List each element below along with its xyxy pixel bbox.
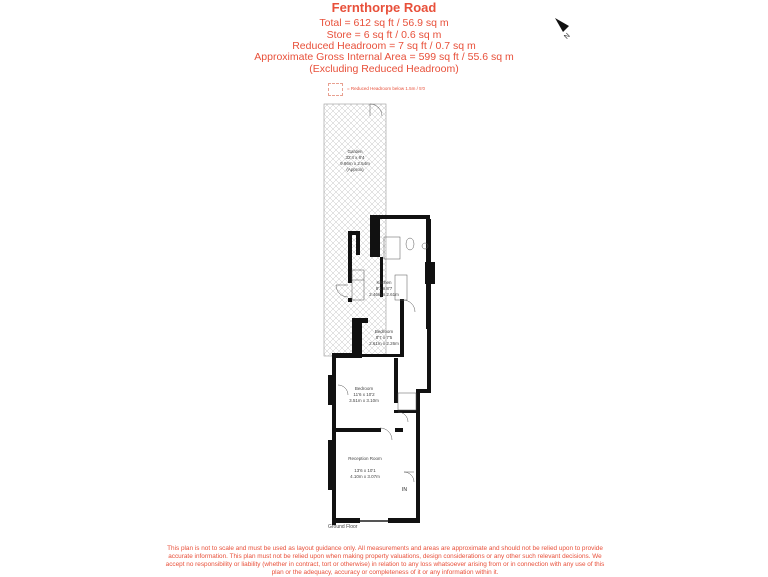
bedroom-small-imperial: 8'7 x 7'5: [375, 335, 393, 340]
reduced-headroom-legend-text: = Reduced Headroom below 1.5m / 5'0: [347, 86, 426, 91]
total-area: Total = 612 sq ft / 56.9 sq m: [319, 17, 449, 29]
garden-note: (Approx): [346, 167, 364, 172]
reception-imperial: 13'6 x 10'1: [354, 468, 376, 473]
reception-metric: 4.10m x 3.07m: [350, 474, 380, 479]
kitchen-label: Kitchen: [376, 280, 392, 285]
reception-label: Reception Room: [348, 456, 382, 461]
kitchen-imperial: 8'1 x 8'7: [375, 286, 393, 291]
bedroom-small-metric: 2.61m x 2.26m: [369, 341, 399, 346]
floor-label: Ground Floor: [328, 524, 358, 530]
garden-imperial: 32'4 x 8'4: [345, 155, 365, 160]
kitchen-metric: 2.46m x 2.61m: [369, 292, 399, 297]
entrance-label: IN: [402, 487, 407, 493]
compass-north-label: N: [563, 32, 572, 41]
bedroom-small-label: Bedroom: [374, 329, 394, 334]
reduced-headroom-area: Reduced Headroom = 7 sq ft / 0.7 sq m: [292, 40, 476, 52]
garden-metric: 9.86m x 2.54m: [340, 161, 370, 166]
excluding-note: (Excluding Reduced Headroom): [309, 63, 459, 75]
store-area: Store = 6 sq ft / 0.6 sq m: [326, 29, 442, 41]
gross-internal-area: Approximate Gross Internal Area = 599 sq ft / 55.6 sq m: [254, 51, 514, 63]
bedroom-large-metric: 3.51m x 3.10m: [349, 398, 379, 403]
disclaimer-text: This plan is not to scale and must be used as layout guidance only. All measurements and areas are approximate and should not be relied upon to provide accurate information. This plan must not be relied upon when making property valuations, design considerations or any other such relevant decisions. We accept no responsibility or liability (whether in contract, tort or otherwise) in relation to any loss whatsoever arising from or in connection with any use of this plan or the adequacy, accuracy or completeness of it or any information within it.: [165, 545, 605, 576]
plan-title: Fernthorpe Road: [331, 0, 437, 15]
bedroom-large-imperial: 11'6 x 10'2: [353, 392, 375, 397]
bedroom-large-label: Bedroom: [354, 386, 374, 391]
garden-label: Garden: [347, 149, 363, 154]
